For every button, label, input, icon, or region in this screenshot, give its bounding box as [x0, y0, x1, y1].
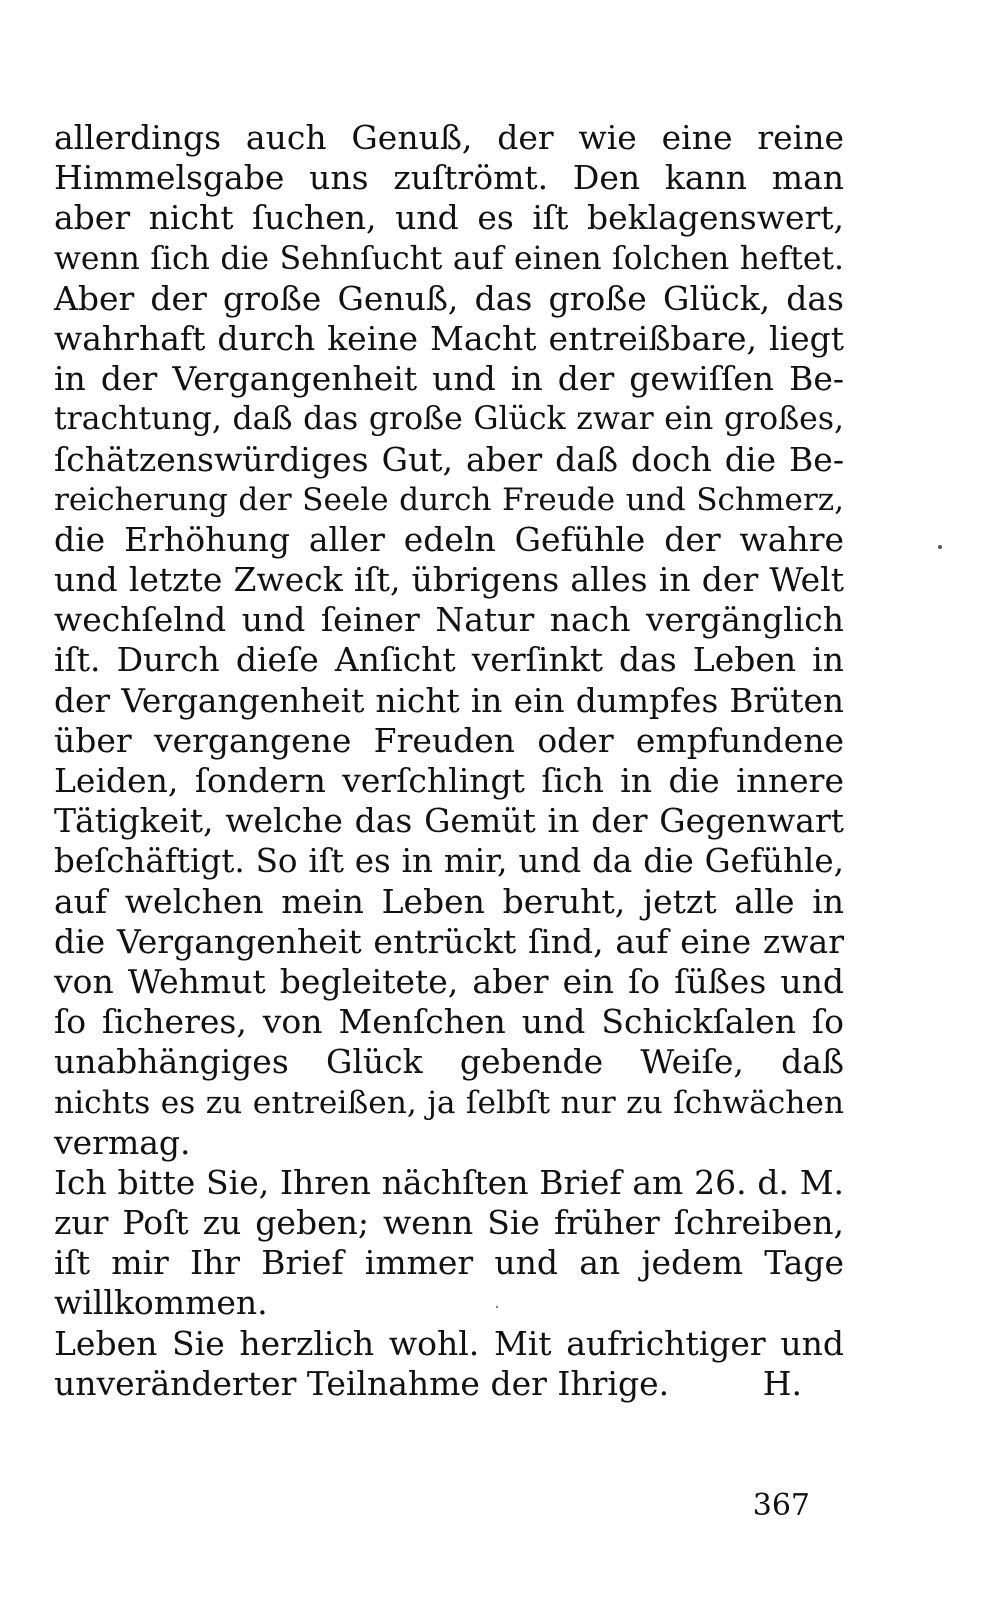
text-line: unabhängiges Glück gebende Weiſe, daß — [54, 1042, 844, 1082]
text-line: beſchäftigt. So iſt es in mir, und da die Gefühle, — [54, 842, 844, 881]
text-line: wechſelnd und ſeiner Natur nach vergänglich — [54, 600, 844, 640]
text-line: allerdings auch Genuß, der wie eine reine — [54, 118, 844, 157]
text-line: und letzte Zweck iſt, übrigens alles in der Welt — [54, 560, 844, 600]
text-line: Tätigkeit, welche das Gemüt in der Gegenwart — [54, 801, 844, 841]
scan-speck — [938, 545, 942, 549]
text-line: der Vergangenheit nicht in ein dumpfes Brüten — [54, 681, 844, 720]
text-line: auf welchen mein Leben beruht, jetzt alle in — [54, 881, 844, 921]
text-line: Aber der große Genuß, das große Glück, das — [54, 278, 844, 318]
text-line: in der Vergangenheit und in der gewiſſen Be- — [54, 359, 844, 399]
text-line: von Wehmut begleitete, aber ein ſo ſüßes und — [54, 961, 844, 1001]
text-line: aber nicht ſuchen, und es iſt beklagenswert, — [54, 198, 844, 238]
closing-line — [54, 1364, 844, 1404]
text-line: Leiden, ſondern verſchlingt ſich in die innere — [54, 761, 844, 800]
text-line: über vergangene Freuden oder empfundene — [54, 720, 844, 760]
text-line: die Erhöhung aller edeln Gefühle der wahre — [54, 519, 844, 559]
letter-text — [54, 118, 844, 1404]
text-line: wenn ſich die Sehnſucht auf einen ſolchen heftet. — [54, 240, 844, 277]
text-line: die Vergangenheit entrückt ſind, auf eine zwar — [54, 921, 844, 961]
text-line: willkommen. — [54, 1283, 268, 1323]
text-line: wahrhaft durch keine Macht entreißbare, liegt — [54, 318, 844, 358]
text-line: zur Poſt zu geben; wenn Sie früher ſchreiben, — [54, 1203, 844, 1243]
page-number: 367 — [752, 1488, 810, 1523]
text-line: ſchätzenswürdiges Gut, aber daß doch die Be- — [54, 439, 844, 479]
text-line: trachtung, daß das große Glück zwar ein großes, — [54, 401, 844, 438]
text-line: ſo ſicheres, von Menſchen und Schickſalen ſo — [54, 1002, 844, 1042]
text-line: vermag. — [54, 1122, 191, 1162]
text-line: Ich bitte Sie, Ihren nächſten Brief am 26. d. M. — [54, 1162, 844, 1202]
closing-text: unveränderter Teilnahme der Ihrige. — [54, 1363, 670, 1403]
signature-initial: H. — [762, 1363, 802, 1403]
text-line: reicherung der Seele durch Freude und Schmerz, — [54, 481, 844, 518]
text-line: Himmelsgabe uns zuſtrömt. Den kann man — [54, 158, 844, 198]
text-line: iſt. Durch dieſe Anſicht verſinkt das Leben in — [54, 640, 844, 680]
scan-speck — [496, 1306, 498, 1308]
text-line: nichts es zu entreißen, ja ſelbſt nur zu ſchwächen — [54, 1084, 844, 1121]
text-line: Leben Sie herzlich wohl. Mit aufrichtiger und — [54, 1323, 844, 1363]
text-line: iſt mir Ihr Brief immer und an jedem Tage — [54, 1243, 844, 1283]
